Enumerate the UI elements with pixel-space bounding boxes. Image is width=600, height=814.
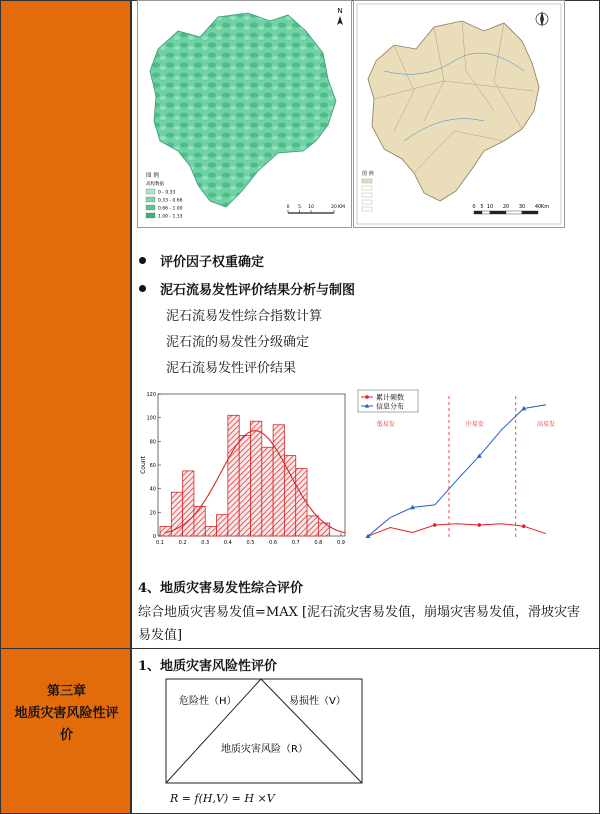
zone-label: 高易发 [536,421,556,428]
y-tick-label: 0 [152,534,156,540]
risk-formula: R = f(H,V) = H ×V [170,792,275,805]
y-tick-label: 80 [149,439,156,446]
scale-tick-label: 20 [502,204,510,210]
y-tick-label: 40 [149,486,156,493]
zone-label: 低易发 [376,421,395,428]
scale-segment [506,211,522,214]
chapter-label: 第三章 地质灾害风险性评 价 [14,684,119,743]
scale-tick-label: 5 [480,204,484,210]
scale-tick-label: 0 [286,205,290,210]
y-tick-label: 60 [149,463,156,469]
sub-item-index: 泥石流易发性综合指数计算 [166,309,323,324]
histogram-bar [183,471,194,536]
line-chart [356,388,556,553]
admin-map-svg [354,1,564,227]
legend-item: 0.33 - 0.66 [158,198,183,204]
scale-tick-label: 10 [486,204,494,210]
x-tick-label: 0.1 [156,540,164,546]
histogram-bar [251,421,262,536]
elevation-legend [146,189,183,220]
legend-item: 信息分布 [376,402,404,411]
legend-swatch [146,205,155,210]
scale-segment [482,211,490,214]
bullet-weights: 评价因子权重确定 [139,251,264,270]
histogram-bar [307,516,318,536]
cumulative-point [522,524,526,528]
y-tick-label: 120 [146,392,156,398]
scale-unit: Km [541,204,550,210]
scale-tick-label: 30 [518,204,526,210]
elevation-map [137,0,352,228]
scale-tick-label: 5 [298,205,301,210]
x-tick-label: 0.5 [246,540,255,546]
legend-title-right: 图 例 [362,171,374,177]
bullet-icon [139,285,146,292]
cumulative-line [368,524,546,537]
histogram-bar [171,492,182,536]
legend-item: 0.66 - 1.00 [158,206,183,212]
north-arrow-icon [337,16,343,25]
x-tick-label: 0.7 [291,540,300,546]
section-4-title: 4、地质灾害易发性综合评价 [138,581,304,596]
admin-map [353,0,565,228]
chapter-column-bottom [0,648,131,814]
histogram-bar [217,515,228,536]
legend-marker [365,395,369,399]
y-axis-label: Count [140,456,147,474]
chapter-column-top [0,0,131,649]
x-tick-label: 0.8 [314,540,323,546]
scale-tick-label: 20 [331,205,337,210]
x-tick-label: 0.6 [269,540,278,546]
zone-label: 中易发 [465,421,484,428]
elevation-scale-bar [287,204,345,213]
cumulative-point [477,523,481,527]
legend-subtitle: 高程数据 [146,182,164,187]
hazard-label: 危险性（H） [179,696,237,707]
legend-swatch [146,189,155,194]
admin-region [368,21,539,201]
scale-unit: KM [338,205,345,210]
risk-label: 地质灾害风险（R） [221,744,308,755]
bullet-debris-flow: 泥石流易发性评价结果分析与制图 [139,279,355,298]
scale-segment [474,211,482,214]
histogram-bar [273,425,284,536]
section-4-text: 综合地质灾害易发值=MAX [泥石流灾害易发值，崩塌灾害易发值，滑坡灾害易发值] [138,605,581,643]
scale-tick-label: 40 [534,204,542,210]
line-chart-legend [358,390,418,412]
scale-segment [522,211,538,214]
histogram-chart [140,388,350,553]
y-tick-label: 100 [146,415,156,422]
scale-segment [490,211,506,214]
x-tick-label: 0.4 [223,540,232,546]
admin-scale-bar [472,204,549,214]
cumulative-point [433,523,437,527]
histogram-bar [296,469,307,536]
legend-swatch [146,213,155,218]
legend-item: 1.00 - 1.33 [158,214,183,220]
legend-title: 图 例 [146,173,159,179]
x-tick-label: 0.2 [178,540,187,546]
histogram-bar [262,447,273,536]
elevation-region [150,13,336,207]
north-label: N [337,7,343,15]
sub-item-grading: 泥石流的易发性分级确定 [166,335,310,350]
vulnerability-label: 易损性（V） [289,696,346,707]
histogram-bar [228,415,239,536]
scale-tick-label: 10 [308,205,314,210]
elevation-map-svg [138,1,351,227]
histogram-bar [194,506,205,536]
histogram-bar [205,527,216,536]
admin-legend [362,179,372,211]
section-1-title: 1、地质灾害风险性评价 [138,659,278,674]
y-tick-label: 20 [149,510,156,517]
legend-swatch [146,197,155,202]
legend-item: 累计频数 [376,393,404,402]
scale-tick-label: 0 [472,204,476,210]
sub-item-result: 泥石流易发性评价结果 [166,361,297,376]
x-tick-label: 0.3 [201,540,210,546]
risk-diagram [165,678,365,788]
legend-item: 0 - 0.33 [158,190,176,196]
bullet-icon [139,257,146,264]
x-tick-label: 0.9 [337,540,345,546]
histogram-bar [239,435,250,536]
